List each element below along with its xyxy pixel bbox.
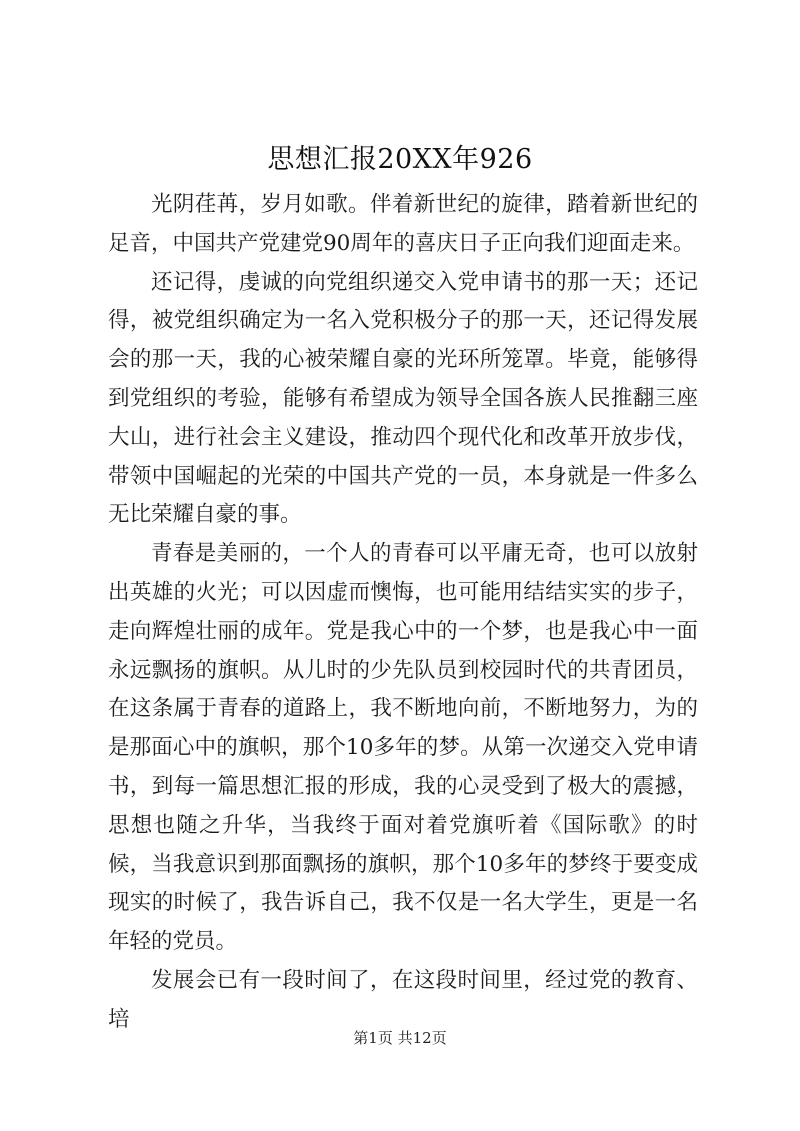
paragraph-1: 光阴荏苒，岁月如歌。伴着新世纪的旋律，踏着新世纪的足音，中国共产党建党90周年的喜庆日子正向我们迎面走来。 [108,192,698,256]
paragraph-3: 青春是美丽的，一个人的青春可以平庸无奇，也可以放射出英雄的火光；可以因虚而懊悔，也可能用结结实实的步子，走向辉煌壮丽的成年。党是我心中的一个梦，也是我心中一面永远飘扬的旗帜。从儿时的少先队员到校园时代的共青团员，在这条属于青春的道路上，我不断地向前，不断地努力，为的是那面心中的旗帜，那个10多年的梦。从第一次递交入党申请书，到每一篇思想汇报的形成，我的心灵受到了极大的震撼，思想也随之升华，当我终于面对着党旗听着《国际歌》的时候，当我意识到那面飘扬的旗帜，那个10多年的梦终于要变成现实的时候了，我告诉自己，我不仅是一名大学生，更是一名年轻的党员。 [108,541,698,955]
paragraph-2: 还记得，虔诚的向党组织递交入党申请书的那一天；还记得，被党组织确定为一名入党积极分子的那一天，还记得发展会的那一天，我的心被荣耀自豪的光环所笼罩。毕竟，能够得到党组织的考验，能够有希望成为领导全国各族人民推翻三座大山，进行社会主义建设，推动四个现代化和改革开放步伐，带领中国崛起的光荣的中国共产党的一员，本身就是一件多么无比荣耀自豪的事。 [108,269,698,528]
document-title: 思想汇报20XX年926 [267,144,533,175]
page-footer: 第1页 共12页 [353,1029,447,1047]
paragraph-4: 发展会已有一段时间了，在这段时间里，经过党的教育、培 [108,967,698,1032]
document-body [108,186,698,1040]
